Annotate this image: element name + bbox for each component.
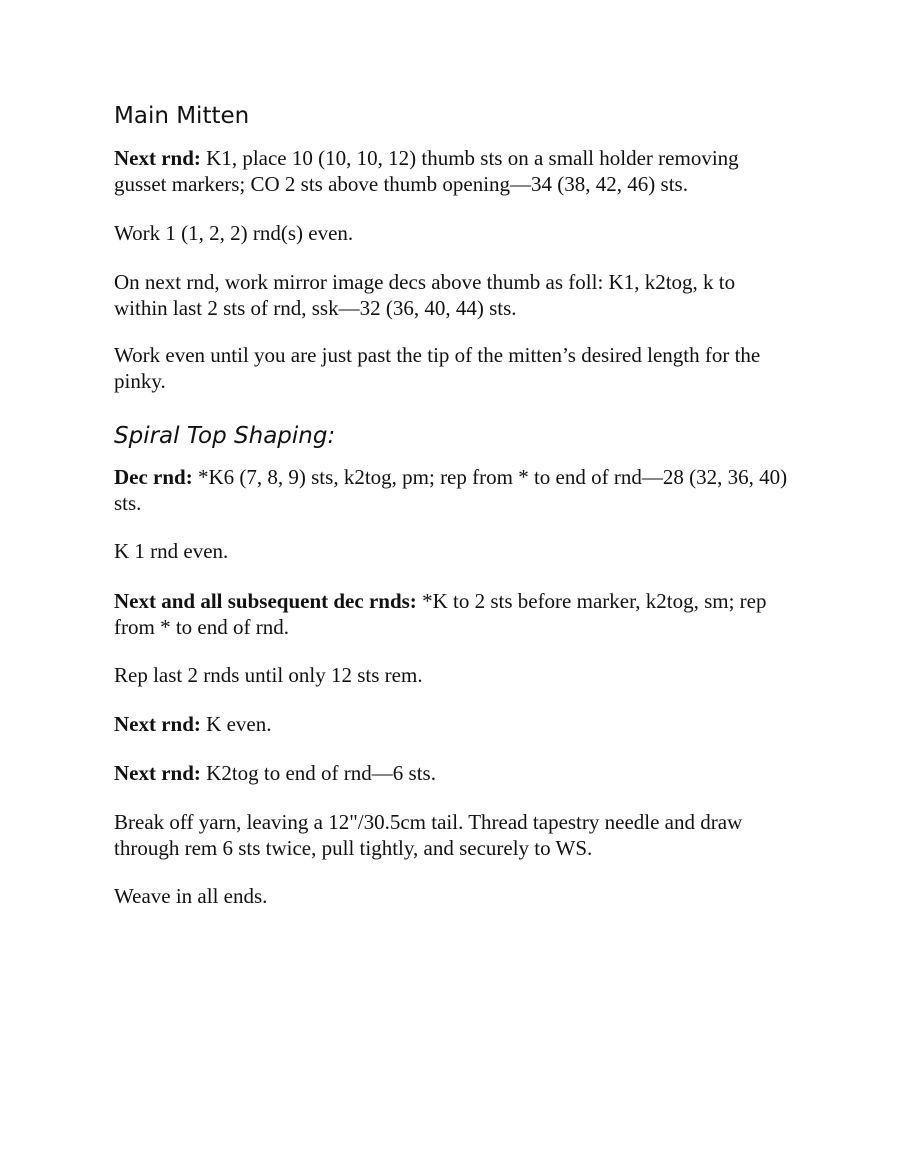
paragraph-text: Rep last 2 rnds until only 12 sts rem.: [114, 663, 423, 687]
paragraph-text: K even.: [200, 712, 272, 736]
paragraph-break-off-yarn: [114, 809, 794, 861]
paragraph-text: Break off yarn, leaving a 12"/30.5cm tail. Thread tapestry needle and draw through rem 6 sts twice, pull tightly, and securely to WS.: [114, 810, 743, 860]
paragraph-label: Next rnd:: [114, 146, 201, 170]
paragraph-next-rnd-k2tog: [114, 760, 794, 786]
paragraph-text: Weave in all ends.: [114, 884, 268, 908]
paragraph-rep-last-rnds: [114, 662, 794, 688]
paragraph-label: Next rnd:: [114, 761, 201, 785]
paragraph-text: Work even until you are just past the tip of the mitten’s desired length for the pinky.: [114, 343, 761, 393]
paragraph-text: K2tog to end of rnd—6 sts.: [200, 761, 436, 785]
paragraph-label: Next rnd:: [114, 712, 201, 736]
paragraph-next-rnd-thumb: [114, 145, 794, 197]
paragraph-mirror-decs: [114, 269, 794, 321]
paragraph-text: *K6 (7, 8, 9) sts, k2tog, pm; rep from * to end of rnd—28 (32, 36, 40) sts.: [114, 465, 788, 515]
paragraph-label: Next and all subsequent dec rnds:: [114, 589, 417, 613]
paragraph-subsequent-dec-rnds: [114, 588, 794, 640]
paragraph-text: K 1 rnd even.: [114, 539, 229, 563]
paragraph-work-to-pinky: [114, 342, 794, 394]
paragraph-text: *K to 2 sts before marker, k2tog, sm; rep from * to end of rnd.: [114, 589, 767, 639]
paragraph-dec-rnd: [114, 464, 794, 516]
paragraph-text: K1, place 10 (10, 10, 12) thumb sts on a small holder removing gusset markers; CO 2 sts above thumb opening—34 (38, 42, 46) sts.: [114, 146, 739, 196]
paragraph-weave-in-ends: [114, 883, 794, 909]
paragraph-work-even-rnds: [114, 220, 794, 246]
paragraph-next-rnd-k-even: [114, 711, 794, 737]
paragraph-text: On next rnd, work mirror image decs above thumb as foll: K1, k2tog, k to within last 2 sts of rnd, ssk—32 (36, 40, 44) sts.: [114, 270, 736, 320]
section-heading-main-mitten: Main Mitten: [114, 103, 250, 129]
paragraph-k1-rnd-even: [114, 538, 794, 564]
paragraph-label: Dec rnd:: [114, 465, 193, 489]
paragraph-text: Work 1 (1, 2, 2) rnd(s) even.: [114, 221, 354, 245]
section-heading-spiral-top: Spiral Top Shaping:: [114, 423, 336, 449]
